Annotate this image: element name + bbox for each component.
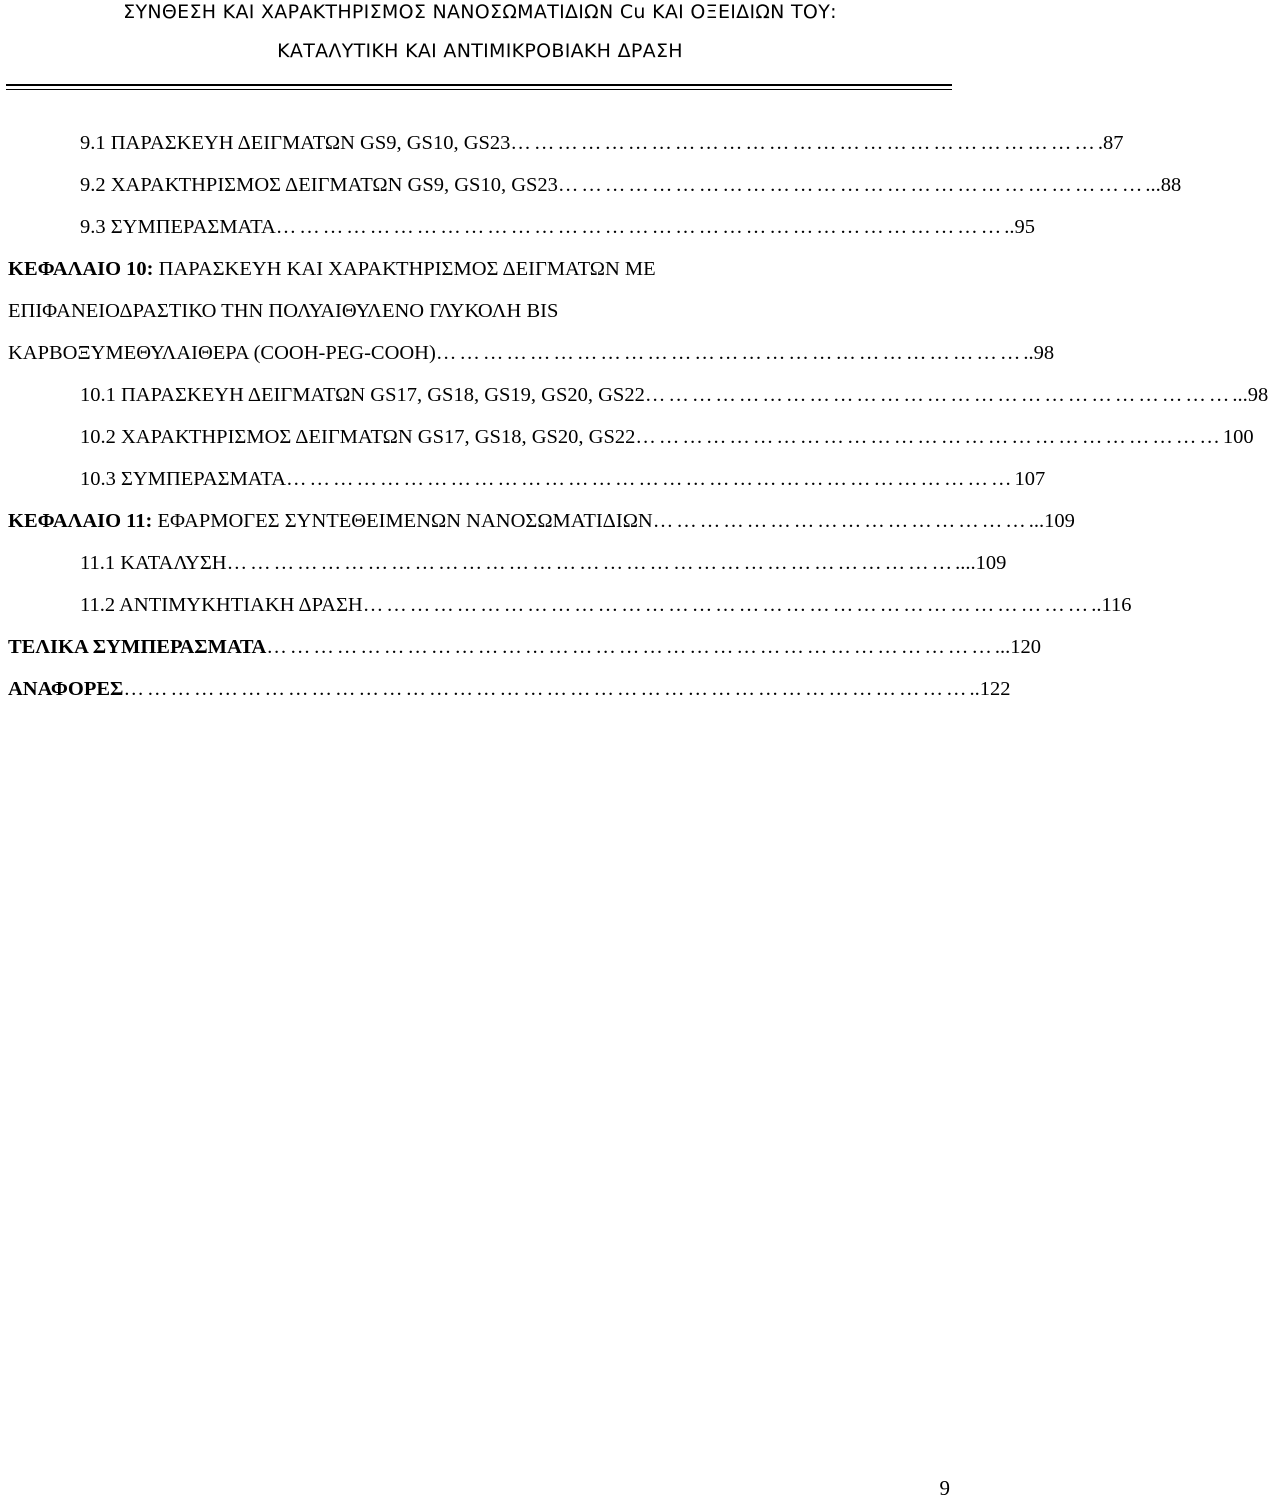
toc-leader: ………………………………………………………………………………… [266,636,995,658]
toc-final-conclusions [8,632,1041,662]
toc-entry-page: ...98 [1232,384,1268,406]
toc-leader: ………………………………………………………………………………… [275,216,1005,238]
toc-entry-10-1 [80,380,1268,410]
chapter-label: ΚΕΦΑΛΑΙΟ 11: [8,510,153,532]
toc-entry-page: 100 [1222,426,1254,448]
toc-entry-10-3 [80,464,1046,494]
header-rule-thick [6,84,952,86]
toc-chapter-10-line-1 [8,254,656,284]
chapter-title: ΠΑΡΑΣΚΕΥΗ ΚΑΙ ΧΑΡΑΚΤΗΡΙΣΜΟΣ ΔΕΙΓΜΑΤΩΝ ΜΕ [153,258,656,280]
toc-leader: ………………………………………… [652,510,1029,532]
toc-leader: ……………………………………………………………………………………………… [123,678,970,700]
toc-chapter-11 [8,506,1075,536]
toc-entry-page: ..122 [969,678,1011,700]
toc-entry-title: ΤΕΛΙΚΑ ΣΥΜΠΕΡΑΣΜΑΤΑ [8,636,267,658]
toc-entry-title: 10.2 ΧΑΡΑΚΤΗΡΙΣΜΟΣ ΔΕΙΓΜΑΤΩΝ GS17, GS18, GS20, GS22 [80,426,636,448]
toc-entry-title: 9.3 ΣΥΜΠΕΡΑΣΜΑΤΑ [80,216,276,238]
toc-entry-page: 107 [1014,468,1046,490]
toc-leader: ………………………………………………………………… [557,174,1146,196]
toc-leader: ………………………………………………………………………………… [226,552,956,574]
toc-leader: ………………………………………………………………… [644,384,1233,406]
toc-entry-title: 10.1 ΠΑΡΑΣΚΕΥΗ ΔΕΙΓΜΑΤΩΝ GS17, GS18, GS19, GS20, GS22 [80,384,645,406]
toc-entry-title: ΚΑΡΒΟΞΥΜΕΘΥΛΑΙΘΕΡΑ (COOH-PEG-COOH) [8,342,436,364]
toc-entry-page: ...88 [1145,174,1182,196]
page-number: 9 [939,1476,950,1500]
toc-entry-9-2 [80,170,1182,200]
header-title-line-2: ΚΑΤΑΛΥΤΙΚΗ ΚΑΙ ΑΝΤΙΜΙΚΡΟΒΙΑΚΗ ΔΡΑΣΗ [277,40,683,62]
toc-chapter-10-line-3 [8,338,1055,368]
toc-entry-9-3 [80,212,1036,242]
header-rule-thin [6,89,952,90]
chapter-title: ΕΦΑΡΜΟΓΕΣ ΣΥΝΤΕΘΕΙΜΕΝΩΝ ΝΑΝΟΣΩΜΑΤΙΔΙΩΝ [152,510,653,532]
toc-entry-page: ...120 [994,636,1041,658]
header-title-line-1: ΣΥΝΘΕΣΗ ΚΑΙ ΧΑΡΑΚΤΗΡΙΣΜΟΣ ΝΑΝΟΣΩΜΑΤΙΔΙΩΝ Cu ΚΑΙ ΟΞΕΙΔΙΩΝ ΤΟΥ: [123,1,837,23]
toc-entry-title: 10.3 ΣΥΜΠΕΡΑΣΜΑΤΑ [80,468,287,490]
toc-entry-title: 11.2 ΑΝΤΙΜΥΚΗΤΙΑΚΗ ΔΡΑΣΗ [80,594,363,616]
toc-leader: ………………………………………………………………… [435,342,1024,364]
toc-entry-page: ..116 [1091,594,1132,616]
toc-entry-title: ΑΝΑΦΟΡΕΣ [8,678,124,700]
toc-leader: ………………………………………………………………… [510,132,1098,154]
toc-entry-title: 11.1 ΚΑΤΑΛΥΣΗ [80,552,227,574]
toc-entry-title: 9.1 ΠΑΡΑΣΚΕΥΗ ΔΕΙΓΜΑΤΩΝ GS9, GS10, GS23 [80,132,511,154]
toc-entry-page: .87 [1097,132,1124,154]
toc-entry-11-2 [80,590,1132,620]
toc-entry-9-1 [80,128,1124,158]
toc-entry-page: ...109 [1028,510,1075,532]
toc-entry-page: ..95 [1004,216,1036,238]
toc-references [8,674,1011,704]
toc-leader: ………………………………………………………………… [635,426,1223,448]
toc-leader: ………………………………………………………………………………… [286,468,1015,490]
toc-leader: ………………………………………………………………………………… [362,594,1092,616]
toc-entry-10-2 [80,422,1254,452]
toc-entry-title: 9.2 ΧΑΡΑΚΤΗΡΙΣΜΟΣ ΔΕΙΓΜΑΤΩΝ GS9, GS10, GS23 [80,174,558,196]
toc-entry-page: ..98 [1023,342,1055,364]
toc-entry-page: ....109 [955,552,1007,574]
chapter-label: ΚΕΦΑΛΑΙΟ 10: [8,258,154,280]
toc-entry-11-1 [80,548,1007,578]
toc-chapter-10-line-2: ΕΠΙΦΑΝΕΙΟΔΡΑΣΤΙΚΟ ΤΗΝ ΠΟΛΥΑΙΘΥΛΕΝΟ ΓΛΥΚΟΛΗ BIS [8,300,559,322]
